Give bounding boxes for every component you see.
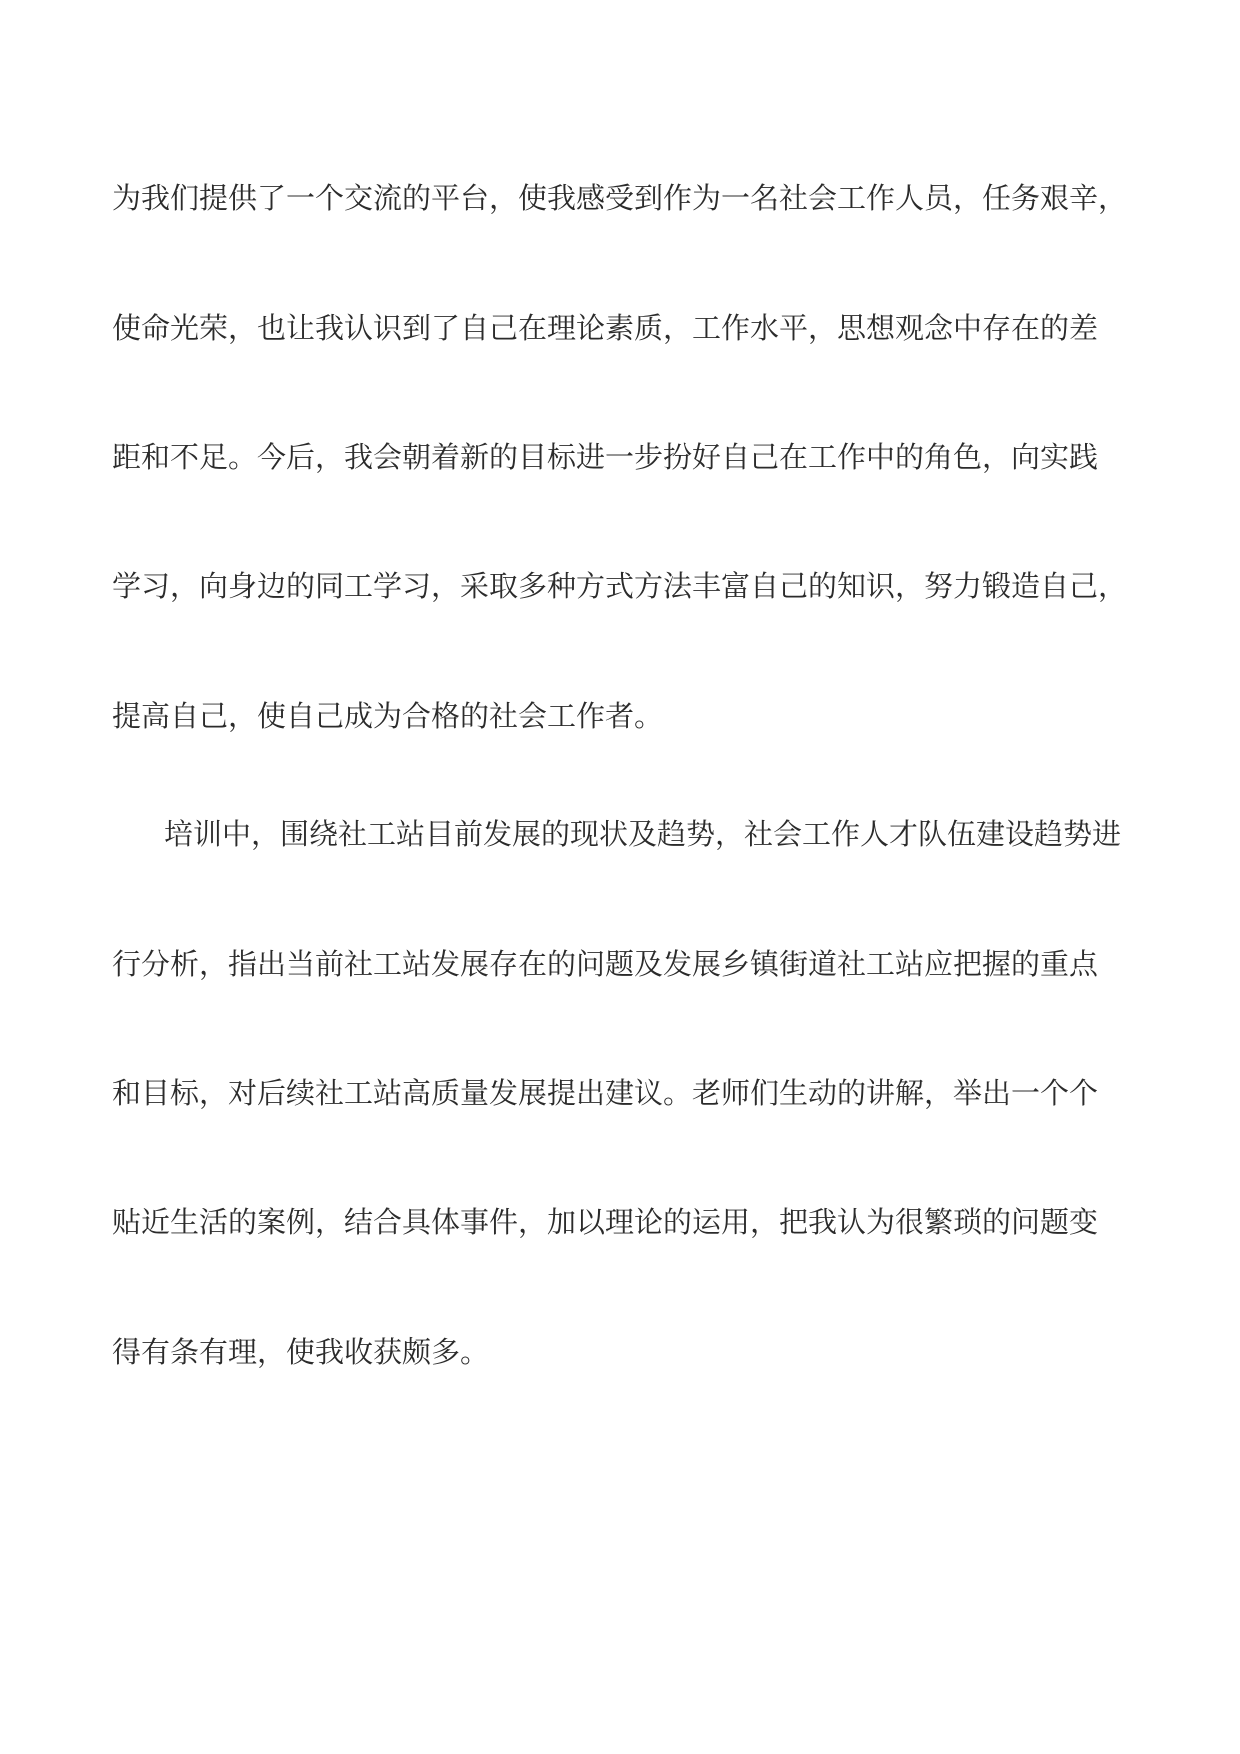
text-line: 行分析，指出当前社工站发展存在的问题及发展乡镇街道社工站应把握的重点 — [112, 947, 1099, 981]
text-line: 培训中，围绕社工站目前发展的现状及趋势，社会工作人才队伍建设趋势进 — [164, 817, 1122, 851]
text-line: 距和不足。今后，我会朝着新的目标进一步扮好自己在工作中的角色，向实践 — [112, 440, 1099, 474]
text-line: 得有条有理，使我收获颇多。 — [112, 1335, 490, 1369]
text-line: 提高自己，使自己成为合格的社会工作者。 — [112, 699, 664, 733]
text-line: 为我们提供了一个交流的平台，使我感受到作为一名社会工作人员，任务艰辛， — [112, 181, 1128, 215]
text-line: 使命光荣，也让我认识到了自己在理论素质，工作水平，思想观念中存在的差 — [112, 311, 1099, 345]
text-line: 和目标，对后续社工站高质量发展提出建议。老师们生动的讲解，举出一个个 — [112, 1076, 1099, 1110]
text-line: 贴近生活的案例，结合具体事件，加以理论的运用，把我认为很繁琐的问题变 — [112, 1205, 1099, 1239]
text-line: 学习，向身边的同工学习，采取多种方式方法丰富自己的知识，努力锻造自己， — [112, 569, 1128, 603]
